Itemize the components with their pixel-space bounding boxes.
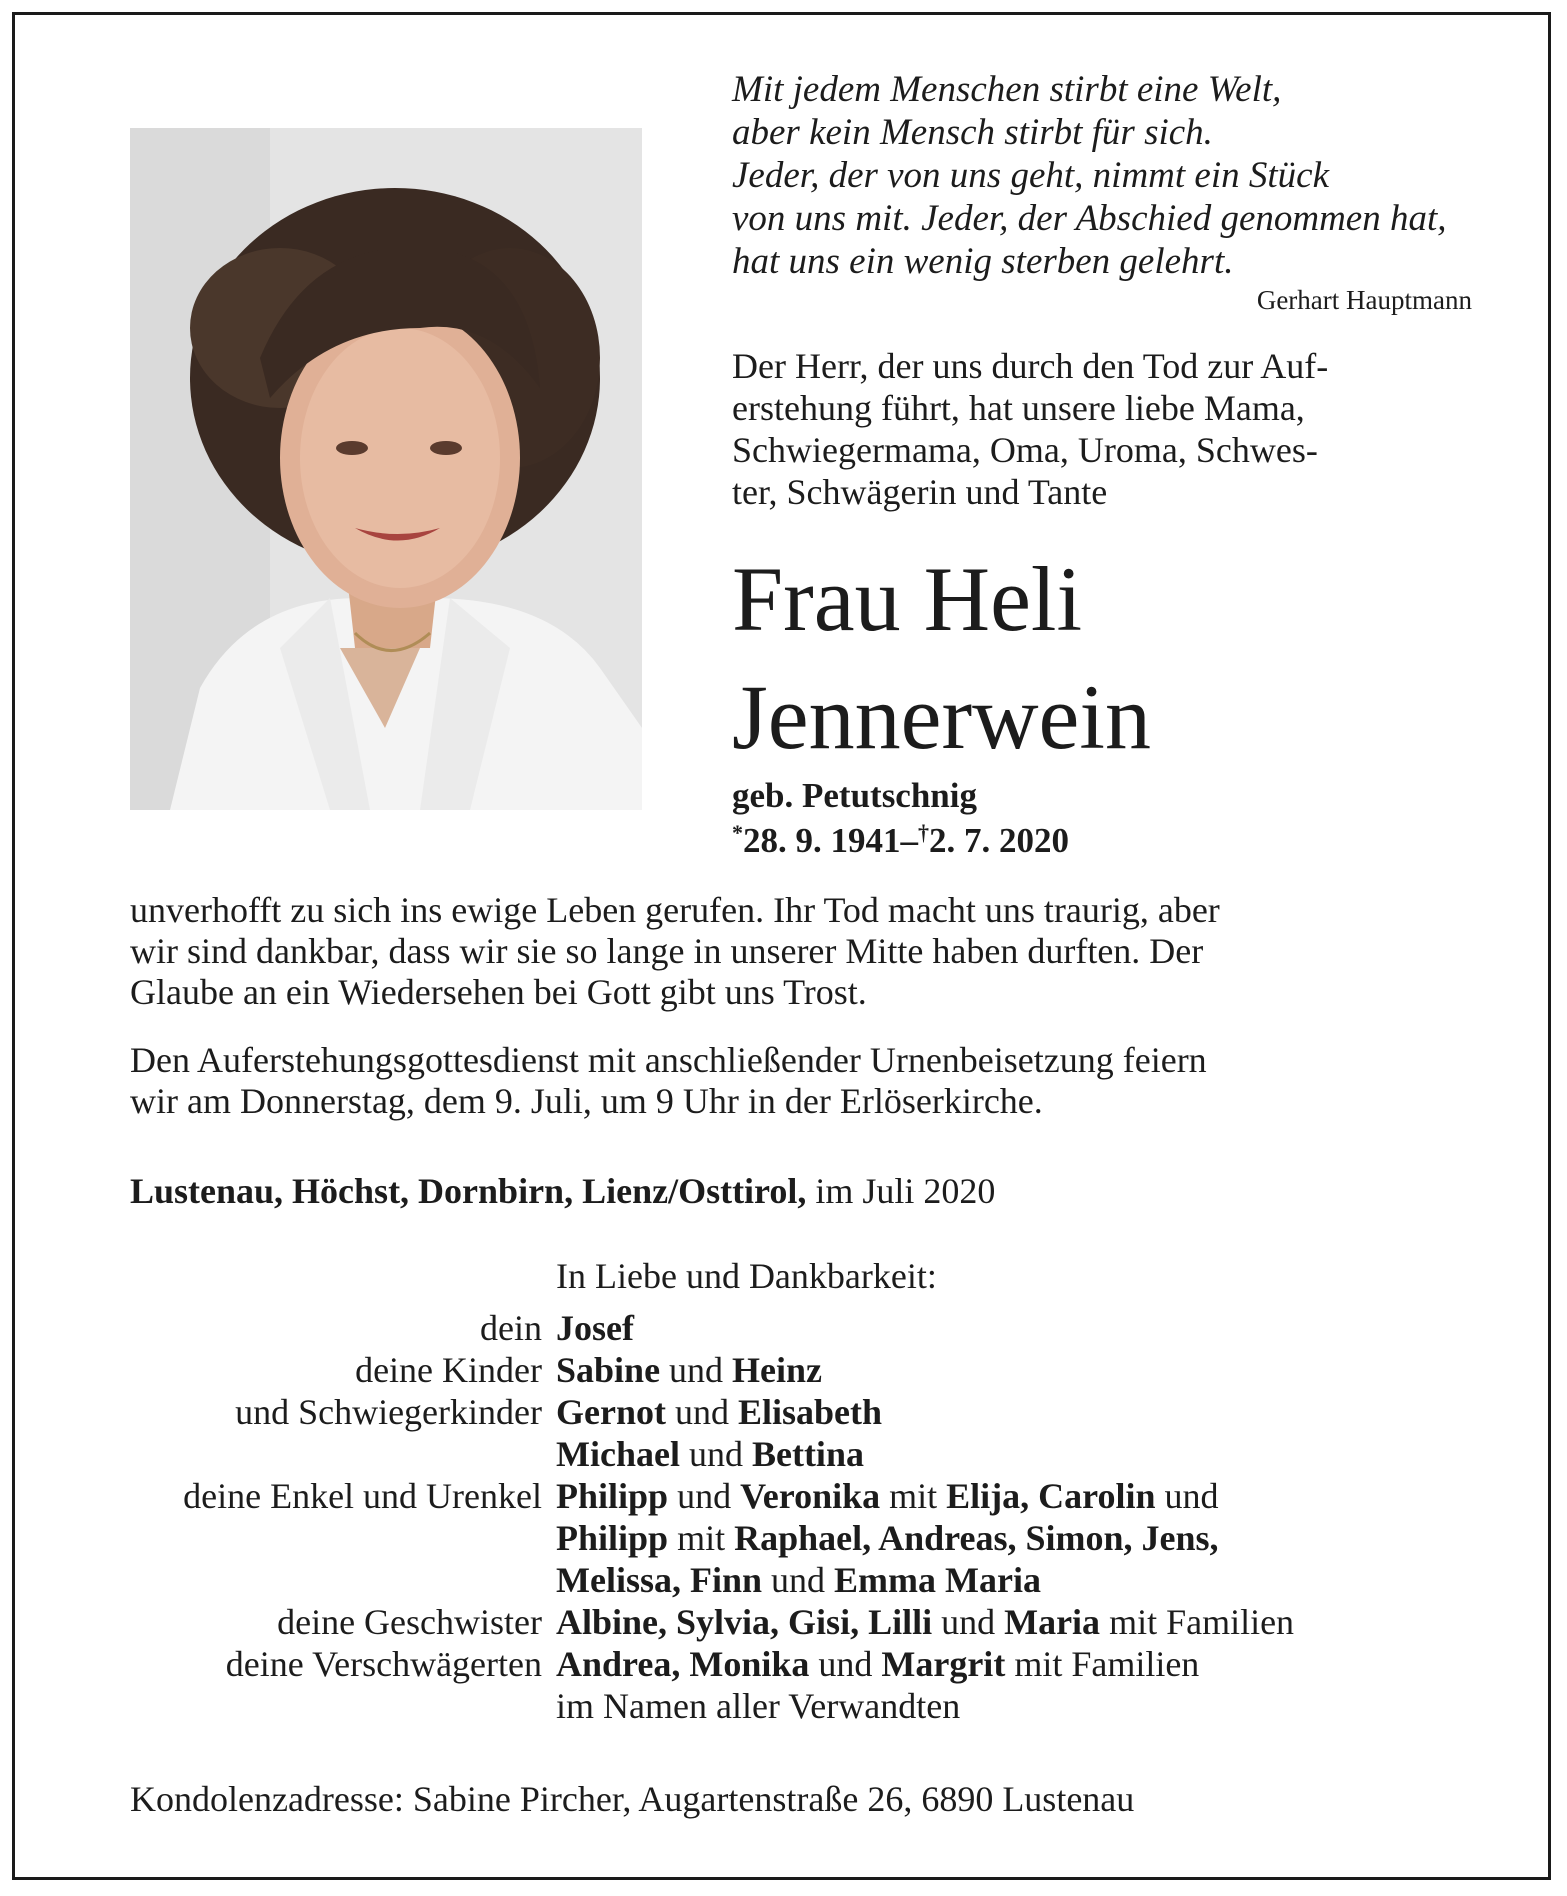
signature-connector: im Namen aller Verwandten [556,1686,961,1726]
deceased-name [732,540,1151,776]
signature-name: Margrit [881,1644,1006,1684]
signature-relation [0,1559,556,1601]
body-line: unverhofft zu sich ins ewige Leben gerufen. Ihr Tod macht uns traurig, aber [130,890,1220,930]
signature-connector: und [1155,1476,1219,1516]
body-line: Glaube an ein Wiedersehen bei Gott gibt uns Trost. [130,972,867,1012]
life-dates [732,820,1069,861]
body-paragraph-1 [130,890,1450,1013]
signature-connector: und [932,1602,1005,1642]
signature-connector: und [809,1644,882,1684]
signature-name: Maria [1004,1602,1101,1642]
birth-name: geb. Petutschnig [732,776,977,815]
signature-names [556,1643,1199,1685]
signature-connector: und [660,1350,733,1390]
signature-name: Bettina [751,1434,864,1474]
signature-row [0,1475,1500,1517]
signature-name: Andrea, Monika [556,1644,810,1684]
intro-line: Schwiegermama, Oma, Uroma, Schwes- [732,430,1318,470]
intro-text [732,345,1462,513]
signature-names [556,1433,864,1475]
signatures-list [0,1307,1500,1727]
signature-connector: und [668,1476,741,1516]
place-towns: Lustenau, Höchst, Dornbirn, Lienz/Osttirol, [130,1171,807,1211]
quote-line: von uns mit. Jeder, der Abschied genommen hat, [732,198,1447,239]
body-line: Den Auferstehungsgottesdienst mit anschließender Urnenbeisetzung feiern [130,1040,1207,1080]
intro-line: Der Herr, der uns durch den Tod zur Auf- [732,346,1329,386]
signature-row [0,1433,1500,1475]
signature-relation: deine Kinder [355,1350,542,1390]
signature-connector: mit [880,1476,947,1516]
signature-relation [0,1517,556,1559]
signature-name: Emma Maria [834,1560,1041,1600]
deceased-name-line2: Jennerwein [732,666,1151,768]
birth-symbol: * [732,820,743,845]
quote-line: hat uns ein wenig sterben gelehrt. [732,241,1234,282]
signature-name: Michael [556,1434,680,1474]
signature-connector: und [665,1392,738,1432]
signature-relation: deine Enkel und Urenkel [183,1476,542,1516]
signature-relation [0,1685,556,1727]
signature-names [556,1559,1041,1601]
signature-row [0,1349,1500,1391]
signature-names [556,1307,634,1349]
signature-connector: mit Familien [1100,1602,1295,1642]
signature-relation [0,1433,556,1475]
signature-names [556,1601,1294,1643]
deceased-name-line1: Frau Heli [732,548,1083,650]
signature-name: Albine, Sylvia, Gisi, Lilli [556,1602,933,1642]
signature-names [556,1391,882,1433]
quote-line: Mit jedem Menschen stirbt eine Welt, [732,69,1282,110]
signature-name: Josef [556,1308,634,1348]
signature-name: Sabine [556,1350,661,1390]
signature-name: Elisabeth [737,1392,883,1432]
signature-names [556,1685,960,1727]
signature-name: Veronika [740,1476,881,1516]
body-line: wir sind dankbar, dass wir sie so lange in unserer Mitte haben durften. Der [130,931,1204,971]
signature-row [0,1685,1500,1727]
quote-line: aber kein Mensch stirbt für sich. [732,112,1213,153]
signature-row [0,1517,1500,1559]
portrait-photo [130,128,642,810]
death-date: 2. 7. 2020 [929,821,1069,860]
signatures-intro: In Liebe und Dankbarkeit: [556,1256,937,1296]
place-date: im Juli 2020 [815,1171,996,1211]
signature-name: Gernot [556,1392,666,1432]
body-line: wir am Donnerstag, dem 9. Juli, um 9 Uhr in der Erlöserkirche. [130,1081,1043,1121]
signature-relation: dein [480,1308,542,1348]
body-paragraph-2 [130,1040,1450,1122]
intro-line: erstehung führt, hat unsere liebe Mama, [732,388,1305,428]
signature-name: Elija, Carolin [946,1476,1156,1516]
signature-names [556,1517,1219,1559]
death-symbol: † [918,820,929,845]
birth-date: 28. 9. 1941 [743,821,901,860]
signature-name: Philipp [556,1518,669,1558]
signature-row [0,1307,1500,1349]
signature-row [0,1643,1500,1685]
signature-name: Philipp [556,1476,669,1516]
signature-row [0,1559,1500,1601]
signature-name: Heinz [732,1350,823,1390]
signature-connector: und [679,1434,752,1474]
condolence-address: Kondolenzadresse: Sabine Pircher, Augartenstraße 26, 6890 Lustenau [130,1779,1135,1819]
portrait-image [130,128,642,810]
signature-name: Melissa, Finn [556,1560,763,1600]
signature-connector: mit [668,1518,735,1558]
place-and-date [130,1170,995,1212]
signature-names [556,1475,1218,1517]
signature-relation: deine Verschwägerten [225,1644,542,1684]
signature-relation: deine Geschwister [277,1602,542,1642]
signature-connector: und [762,1560,835,1600]
intro-line: ter, Schwägerin und Tante [732,472,1108,512]
signature-connector: mit Familien [1005,1644,1200,1684]
signature-names [556,1349,822,1391]
quote-line: Jeder, der von uns geht, nimmt ein Stück [732,155,1329,196]
date-separator: – [900,821,918,860]
signature-row [0,1391,1500,1433]
signature-row [0,1601,1500,1643]
quote-author: Gerhart Hauptmann [1256,285,1472,315]
signature-name: Raphael, Andreas, Simon, Jens, [734,1518,1219,1558]
quote [732,68,1492,283]
signature-relation: und Schwiegerkinder [235,1392,542,1432]
